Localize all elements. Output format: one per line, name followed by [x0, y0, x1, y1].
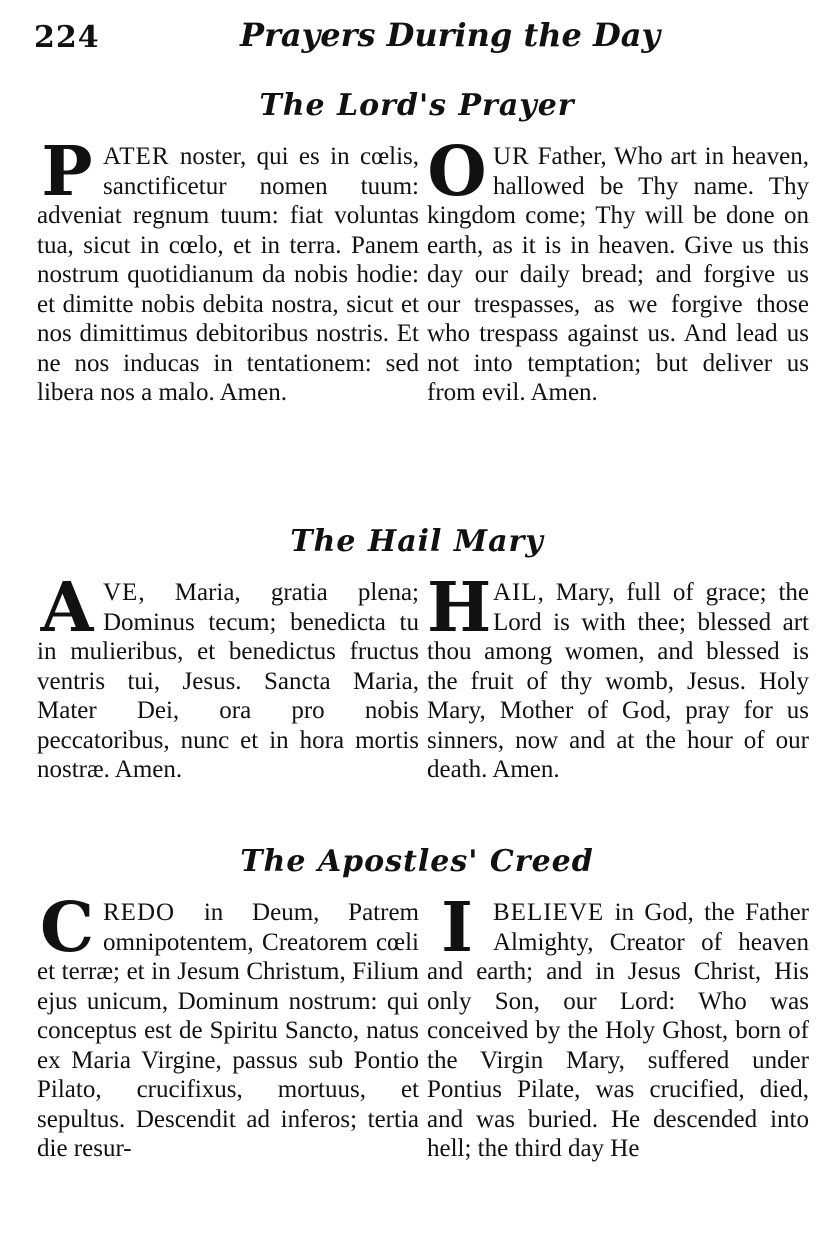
prayer-text: , Mary, full of grace; the Lord is with thee; blessed art thou among women, and blessed is the fruit of thy womb, Jesus. Holy Mary, Mother of God, pray for us sinners, now and at the hour of our death. Amen.: [427, 579, 809, 783]
hail-mary-english: [427, 568, 809, 785]
dropcap: A: [40, 568, 94, 648]
first-word: BELIEVE: [493, 899, 605, 926]
prayer-text: noster, qui es in cœlis, sanctificetur nomen tuum: adveniat regnum tuum: fiat voluntas tua, sicut in cœlo, et in terra. Panem nostrum quotidianum da nobis hodie: et dimitte nobis debita nostra, sicut et nos dimittimus debitoribus nostris. Et ne nos inducas in tentationem: sed libera nos a malo. Amen.: [37, 143, 419, 406]
first-word: VE: [103, 579, 139, 606]
page-number: 224: [34, 20, 100, 55]
apostles-creed-english: [427, 888, 809, 1164]
section-title-hail-mary: The Hail Mary: [290, 524, 544, 559]
prayer-text: in God, the Father Almighty, Creator of heaven and earth; and in Jesus Christ, His only Son, our Lord: Who was conceived by the Holy Ghost, born of the Virgin Mary, suffered under Pontius Pilate, was crucified, died, and was buried. He descended into hell; the third day He: [427, 899, 809, 1162]
first-word: ATER: [103, 143, 170, 170]
apostles-creed-latin: [37, 888, 419, 1164]
first-word: UR: [493, 143, 530, 170]
dropcap: C: [39, 888, 95, 968]
lords-prayer-english: [427, 132, 809, 408]
section-title-apostles-creed: The Apostles' Creed: [240, 844, 594, 879]
dropcap: I: [441, 888, 473, 968]
first-word: REDO: [103, 899, 176, 926]
running-head: [30, 14, 810, 60]
prayer-text: in Deum, Patrem omnipotentem, Creatorem cœli et terræ; et in Jesum Christum, Filium ejus unicum, Dominum nostrum: qui conceptus est de Spiritu Sancto, natus ex Maria Virgine, passus sub Pontio Pilato, crucifixus, mortuus, et sepultus. Descendit ad inferos; tertia die resur-: [37, 899, 419, 1162]
dropcap: O: [427, 132, 487, 212]
dropcap: P: [41, 132, 93, 212]
dropcap: H: [427, 568, 492, 648]
section-title-lords-prayer: The Lord's Prayer: [259, 88, 575, 123]
hail-mary-latin: [37, 568, 419, 785]
lords-prayer-latin: [37, 132, 419, 408]
prayer-text: Father, Who art in heaven, hallowed be Thy name. Thy kingdom come; Thy will be done on earth, as it is in heaven. Give us this day our daily bread; and forgive us our trespasses, as we forgive those who trespass against us. And lead us not into temptation; but deliver us from evil. Amen.: [427, 143, 809, 406]
first-word: AIL: [493, 579, 538, 606]
prayer-text: , Maria, gratia plena; Dominus tecum; benedicta tu in mulieribus, et benedictus fructus ventris tui, Jesus. Sancta Maria, Mater Dei, ora pro nobis peccatoribus, nunc et in hora mortis nostræ. Amen.: [37, 579, 419, 783]
running-title: Prayers During the Day: [240, 16, 661, 54]
